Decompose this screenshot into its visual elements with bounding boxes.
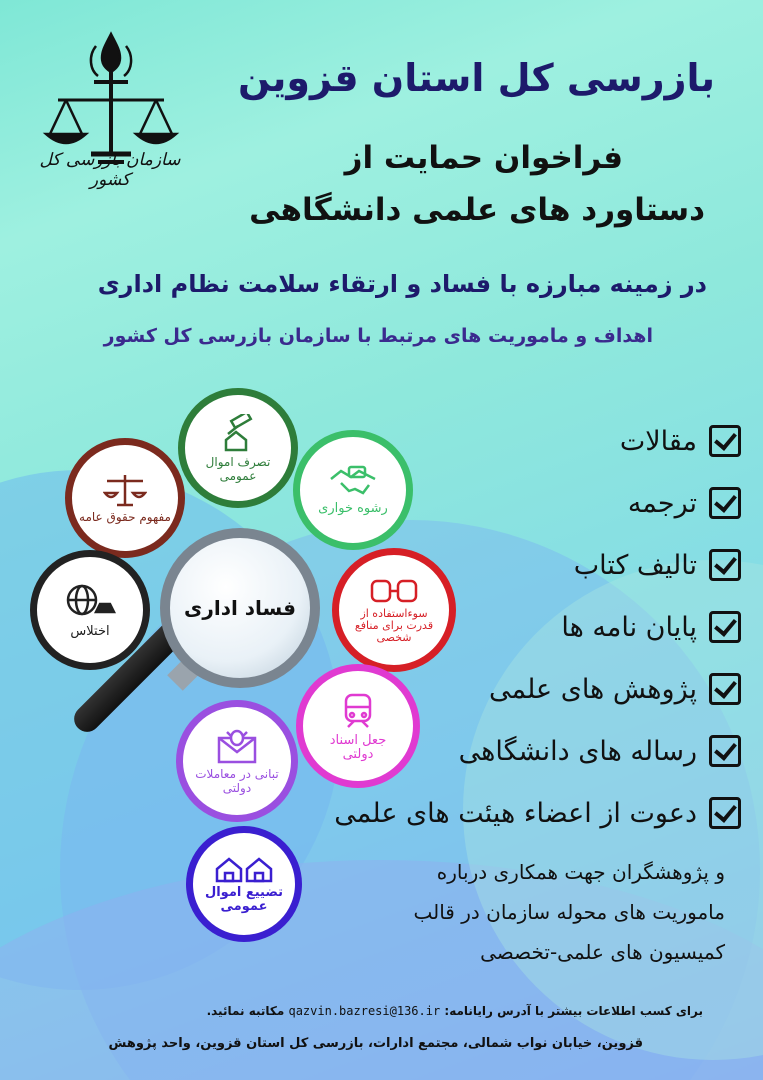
circle-forgery: جعل اسناد دولتی (296, 664, 420, 788)
list-item: پژوهش های علمی (271, 658, 741, 720)
gavel-house-icon (218, 414, 258, 452)
circle-embezzlement: اختلاس (30, 550, 150, 670)
heading-line-2: دستاورد های علمی دانشگاهی (249, 192, 705, 228)
list-item: تالیف کتاب (271, 534, 741, 596)
handshake-icon (329, 465, 377, 499)
circle-abuse-of-power: سوءاستفاده از قدرت برای منافع شخصی (332, 548, 456, 672)
list-item: پایان نامه ها (271, 596, 741, 658)
footer-contact: برای کسب اطلاعات بیشتر با آدرس رایانامه: qazvin.bazresi@136.ir مکاتبه نمائید. (206, 1004, 703, 1018)
checkbox-icon (709, 797, 741, 829)
email-link[interactable]: qazvin.bazresi@136.ir (288, 1004, 441, 1018)
invitation-text (305, 852, 725, 972)
list-item: دعوت از اعضاء هیئت های علمی (271, 782, 741, 844)
checkbox-icon (709, 425, 741, 457)
heading-line-1: فراخوان حمایت از (344, 140, 623, 176)
mail-bug-icon (215, 728, 259, 764)
center-label: فساد اداری (184, 596, 297, 620)
heading-line-3: در زمینه مبارزه با فساد و ارتقاء سلامت نظام اداری (97, 270, 707, 298)
list-item: رساله های دانشگاهی (271, 720, 741, 782)
heading-line-4: اهداف و ماموریت های مرتبط با سازمان بازرسی کل کشور (103, 325, 653, 347)
globe-thief-icon (64, 582, 116, 622)
circle-public-rights: مفهوم حقوق عامه (65, 438, 185, 558)
footer-address: قزوین، خیابان نواب شمالی، مجتمع ادارات، بازرسی کل استان قزوین، واحد پژوهش (108, 1036, 643, 1051)
houses-icon (215, 855, 273, 883)
checkbox-icon (709, 549, 741, 581)
scales-icon (103, 473, 147, 507)
list-item: ترجمه (271, 472, 741, 534)
invitation-line: و پژوهشگران جهت همکاری درباره (436, 860, 725, 884)
checkbox-icon (709, 611, 741, 643)
page-title: بازرسی کل استان قزوین (237, 56, 715, 100)
checkbox-icon (709, 735, 741, 767)
train-icon (338, 691, 378, 731)
logo-text: سازمان بازرسی کل کشور (39, 150, 181, 190)
circle-public-property-seizure: تصرف اموال عمومی (178, 388, 298, 508)
list-item: مقالات (271, 410, 741, 472)
invitation-line: ماموریت های محوله سازمان در قالب (413, 900, 725, 924)
circle-waste-of-property: تضییع اموال عمومی (186, 826, 302, 942)
invitation-line: کمیسیون های علمی-تخصصی (480, 940, 725, 964)
fists-icon (368, 577, 420, 605)
circle-collusion: تبانی در معاملات دولتی (176, 700, 298, 822)
magnifier-lens (160, 528, 320, 688)
circle-bribery: رشوه خواری (293, 430, 413, 550)
checkbox-icon (709, 487, 741, 519)
checkbox-icon (709, 673, 741, 705)
